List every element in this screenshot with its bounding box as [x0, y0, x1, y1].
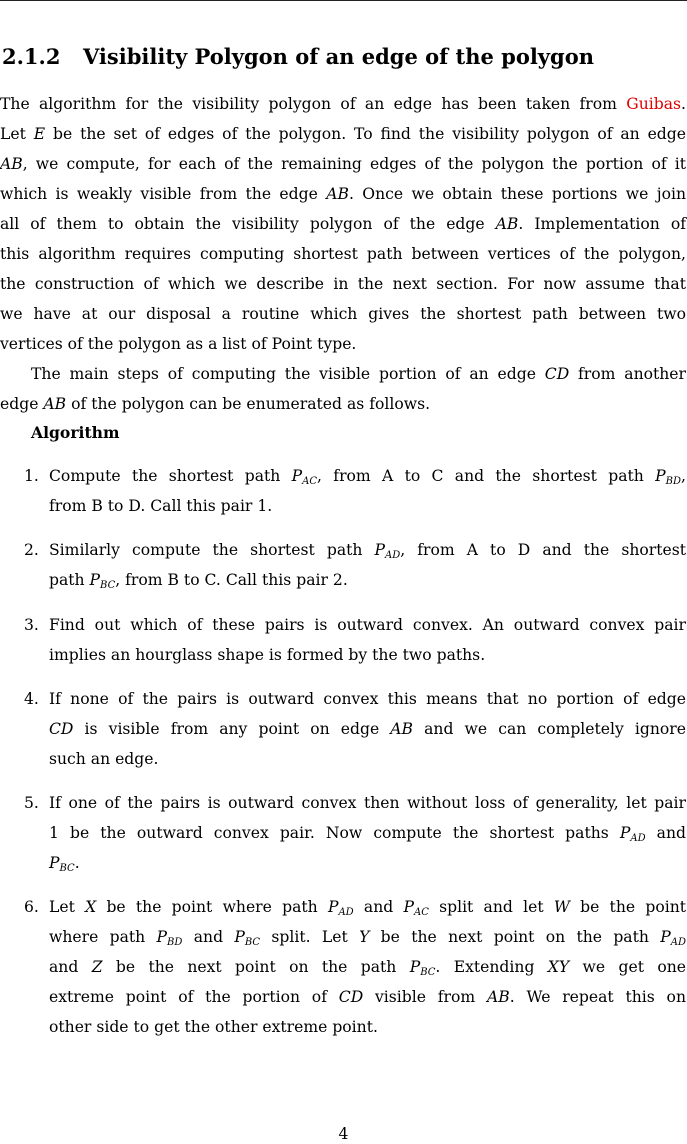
- text-line: AB, we compute, for each of the remaining edges of the polygon the portion of it: [0, 155, 686, 173]
- text-line: Let X be the point where path $P_{AD}$ and $P_{AC}$ split and let W be the point: [49, 898, 686, 918]
- text-line: Similarly compute the shortest path $P_{AD}$, from A to D and the shortest: [49, 541, 686, 561]
- text-line: vertices of the polygon as a list of Point type.: [0, 335, 357, 353]
- text-line: other side to get the other extreme point.: [49, 1018, 378, 1036]
- text-line: Let E be the set of edges of the polygon. To find the visibility polygon of an edge: [0, 125, 686, 143]
- text-line: If one of the pairs is outward convex then without loss of generality, let pair: [49, 794, 686, 812]
- step-number: 4.: [24, 690, 39, 708]
- top-rule: [0, 0, 687, 1]
- step-number: 1.: [24, 467, 39, 485]
- text-line: 1 be the outward convex pair. Now compute the shortest paths $P_{AD}$ and: [49, 824, 686, 844]
- text-line: edge AB of the polygon can be enumerated as follows.: [0, 395, 431, 413]
- step-number: 3.: [24, 616, 39, 634]
- text-line: the construction of which we describe in the next section. For now assume that: [0, 275, 686, 293]
- section-number: 2.1.2: [2, 44, 61, 69]
- section-title: Visibility Polygon of an edge of the polygon: [83, 44, 594, 69]
- section-heading: [2, 44, 594, 69]
- text-line: we have at our disposal a routine which gives the shortest path between two: [0, 305, 686, 323]
- text-line: Compute the shortest path $P_{AC}$, from A to C and the shortest path $P_{BD}$,: [49, 467, 686, 487]
- text-line: which is weakly visible from the edge AB. Once we obtain these portions we join: [0, 185, 686, 203]
- text-line: path $P_{BC}$, from B to C. Call this pair 2.: [49, 571, 348, 591]
- step-number: 5.: [24, 794, 39, 812]
- step-number: 6.: [24, 898, 39, 916]
- text-line: such an edge.: [49, 750, 159, 768]
- text-line: The main steps of computing the visible portion of an edge CD from another: [31, 365, 686, 383]
- algorithm-title: Algorithm: [31, 423, 120, 442]
- text-line: If none of the pairs is outward convex this means that no portion of edge: [49, 690, 686, 708]
- text-line: where path $P_{BD}$ and $P_{BC}$ split. Let Y be the next point on the path $P_{AD}$: [49, 928, 686, 948]
- text-line: this algorithm requires computing shortest path between vertices of the polygon,: [0, 245, 686, 263]
- text-line: Find out which of these pairs is outward convex. An outward convex pair: [49, 616, 686, 634]
- text-line: from B to D. Call this pair 1.: [49, 497, 273, 515]
- citation-link[interactable]: Guibas: [626, 95, 682, 113]
- text-line: implies an hourglass shape is formed by the two paths.: [49, 646, 486, 664]
- text-line: CD is visible from any point on edge AB and we can completely ignore: [49, 720, 686, 738]
- steps-intro-paragraph: [0, 359, 686, 419]
- text-line: all of them to obtain the visibility polygon of the edge AB. Implementation of: [0, 215, 686, 233]
- page-number: 4: [338, 1125, 349, 1143]
- text-line: and Z be the next point on the path $P_{BC}$. Extending XY we get one: [49, 958, 686, 978]
- text-line: The algorithm for the visibility polygon of an edge has been taken from Guibas.: [0, 95, 686, 113]
- intro-paragraph: [0, 89, 686, 359]
- step-number: 2.: [24, 541, 39, 559]
- text-line: $P_{BC}$.: [49, 854, 80, 874]
- text-line: extreme point of the portion of CD visible from AB. We repeat this on: [49, 988, 686, 1006]
